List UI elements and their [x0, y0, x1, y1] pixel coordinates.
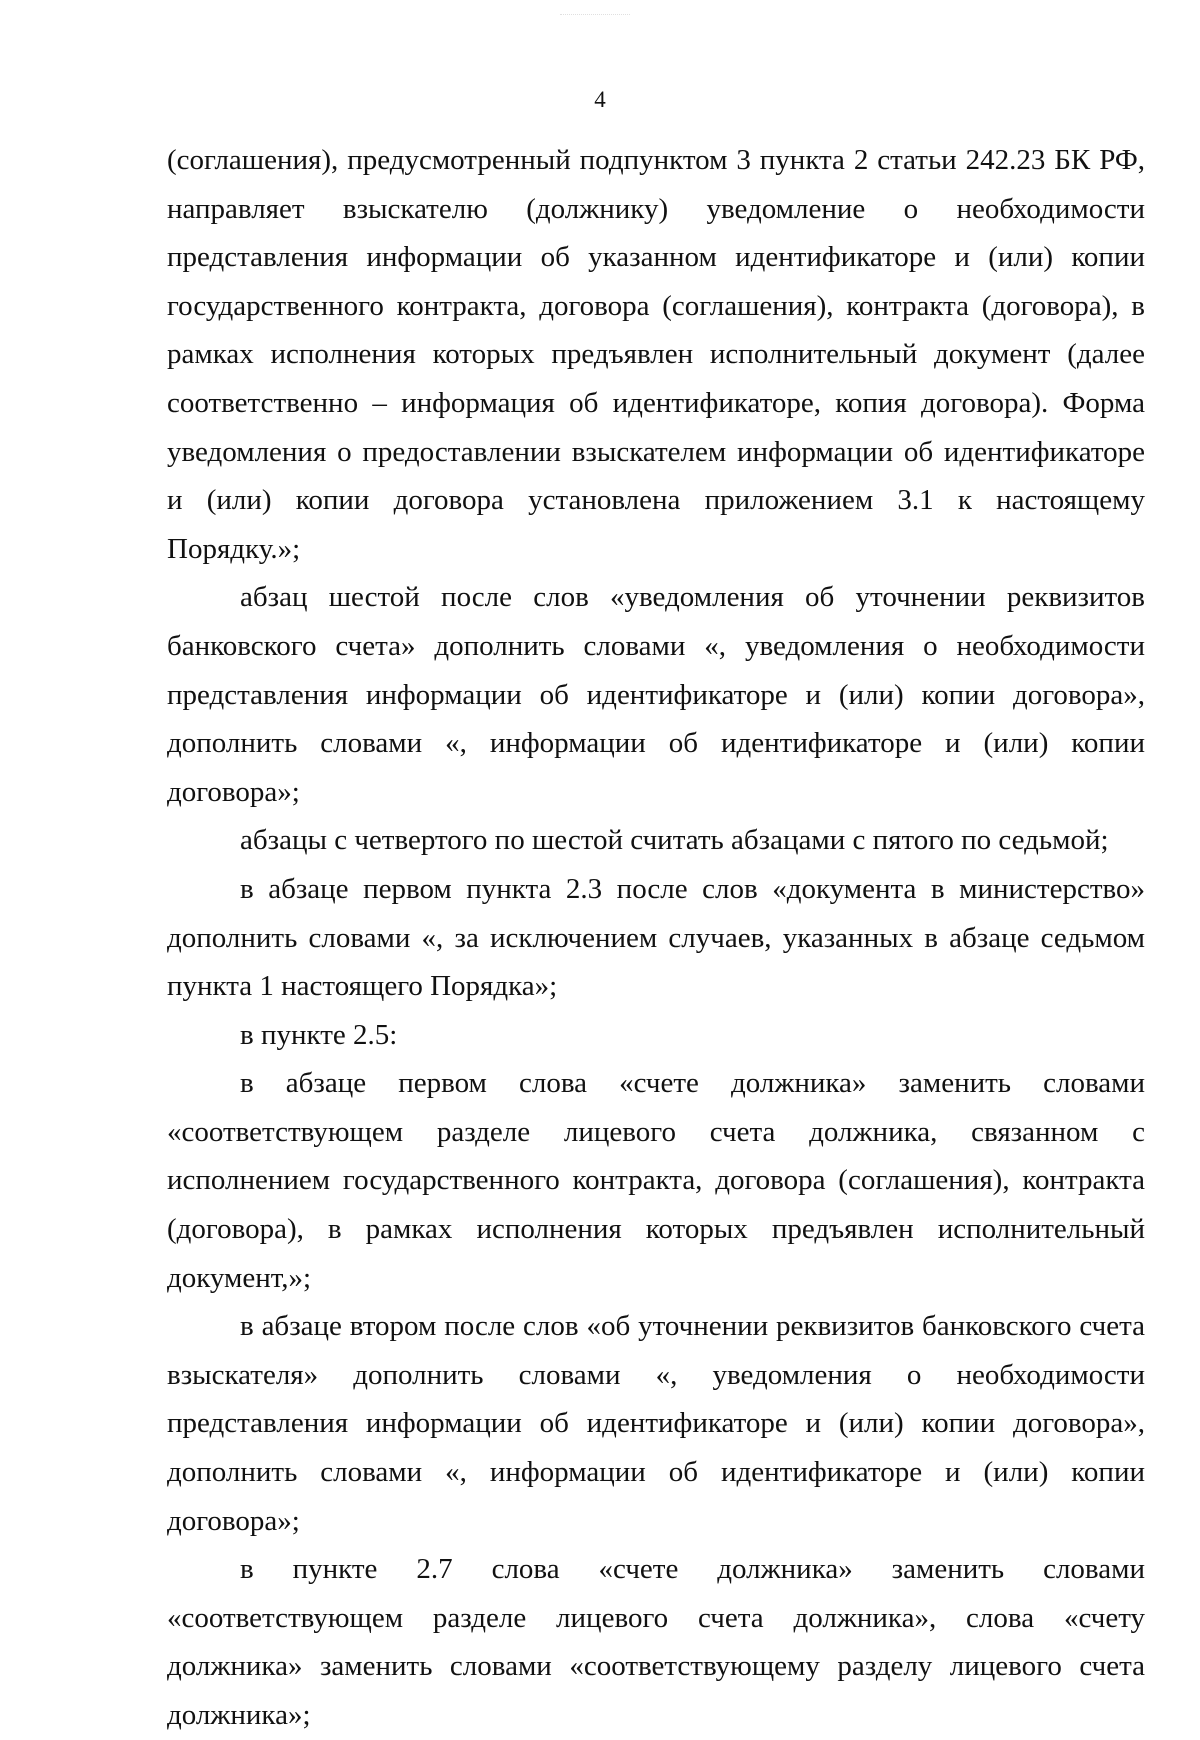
- paragraph: в пункте 2.5:: [240, 1018, 398, 1051]
- page-number: 4: [594, 87, 606, 112]
- paragraph: абзац шестой после слов «уведомления об уточнении реквизитов банковского счета» дополнить словами «, уведомления о необходимости представления информации об идентификаторе и (или) копии договора», дополнить словами «, информации об идентификаторе и (или) копии договора»;: [167, 581, 1145, 808]
- paragraph: в пункте 2.7 слова «счете должника» заменить словами «соответствующем разделе лицевого счета должника», слова «счету должника» заменить словами «соответствующему разделу лицевого счета должника»;: [167, 1553, 1145, 1731]
- paragraph-continuation: (соглашения), предусмотренный подпунктом 3 пункта 2 статьи 242.23 БК РФ, направляет взыскателю (должнику) уведомление о необходимости представления информации об указанном идентификаторе и (или) копии государственного контракта, договора (соглашения), контракта (договора), в рамках исполнения которых предъявлен исполнительный документ (далее соответственно – информация об идентификаторе, копия договора). Форма уведомления о предоставлении взыскателем информации об идентификаторе и (или) копии договора установлена приложением 3.1 к настоящему Порядку.»;: [167, 144, 1145, 565]
- paragraph: абзацы с четвертого по шестой считать абзацами с пятого по седьмой;: [240, 824, 1109, 857]
- scan-artifact: [560, 14, 630, 19]
- document-body: [167, 136, 1145, 1740]
- paragraph: в абзаце втором после слов «об уточнении реквизитов банковского счета взыскателя» дополнить словами «, уведомления о необходимости представления информации об идентификаторе и (или) копии договора», дополнить словами «, информации об идентификаторе и (или) копии договора»;: [167, 1310, 1145, 1537]
- paragraph: в абзаце первом пункта 2.3 после слов «документа в министерство» дополнить словами «, за исключением случаев, указанных в абзаце седьмом пункта 1 настоящего Порядка»;: [167, 872, 1145, 1003]
- paragraph: в абзаце первом слова «счете должника» заменить словами «соответствующем разделе лицевого счета должника, связанном с исполнением государственного контракта, договора (соглашения), контракта (договора), в рамках исполнения которых предъявлен исполнительный документ,»;: [167, 1067, 1145, 1294]
